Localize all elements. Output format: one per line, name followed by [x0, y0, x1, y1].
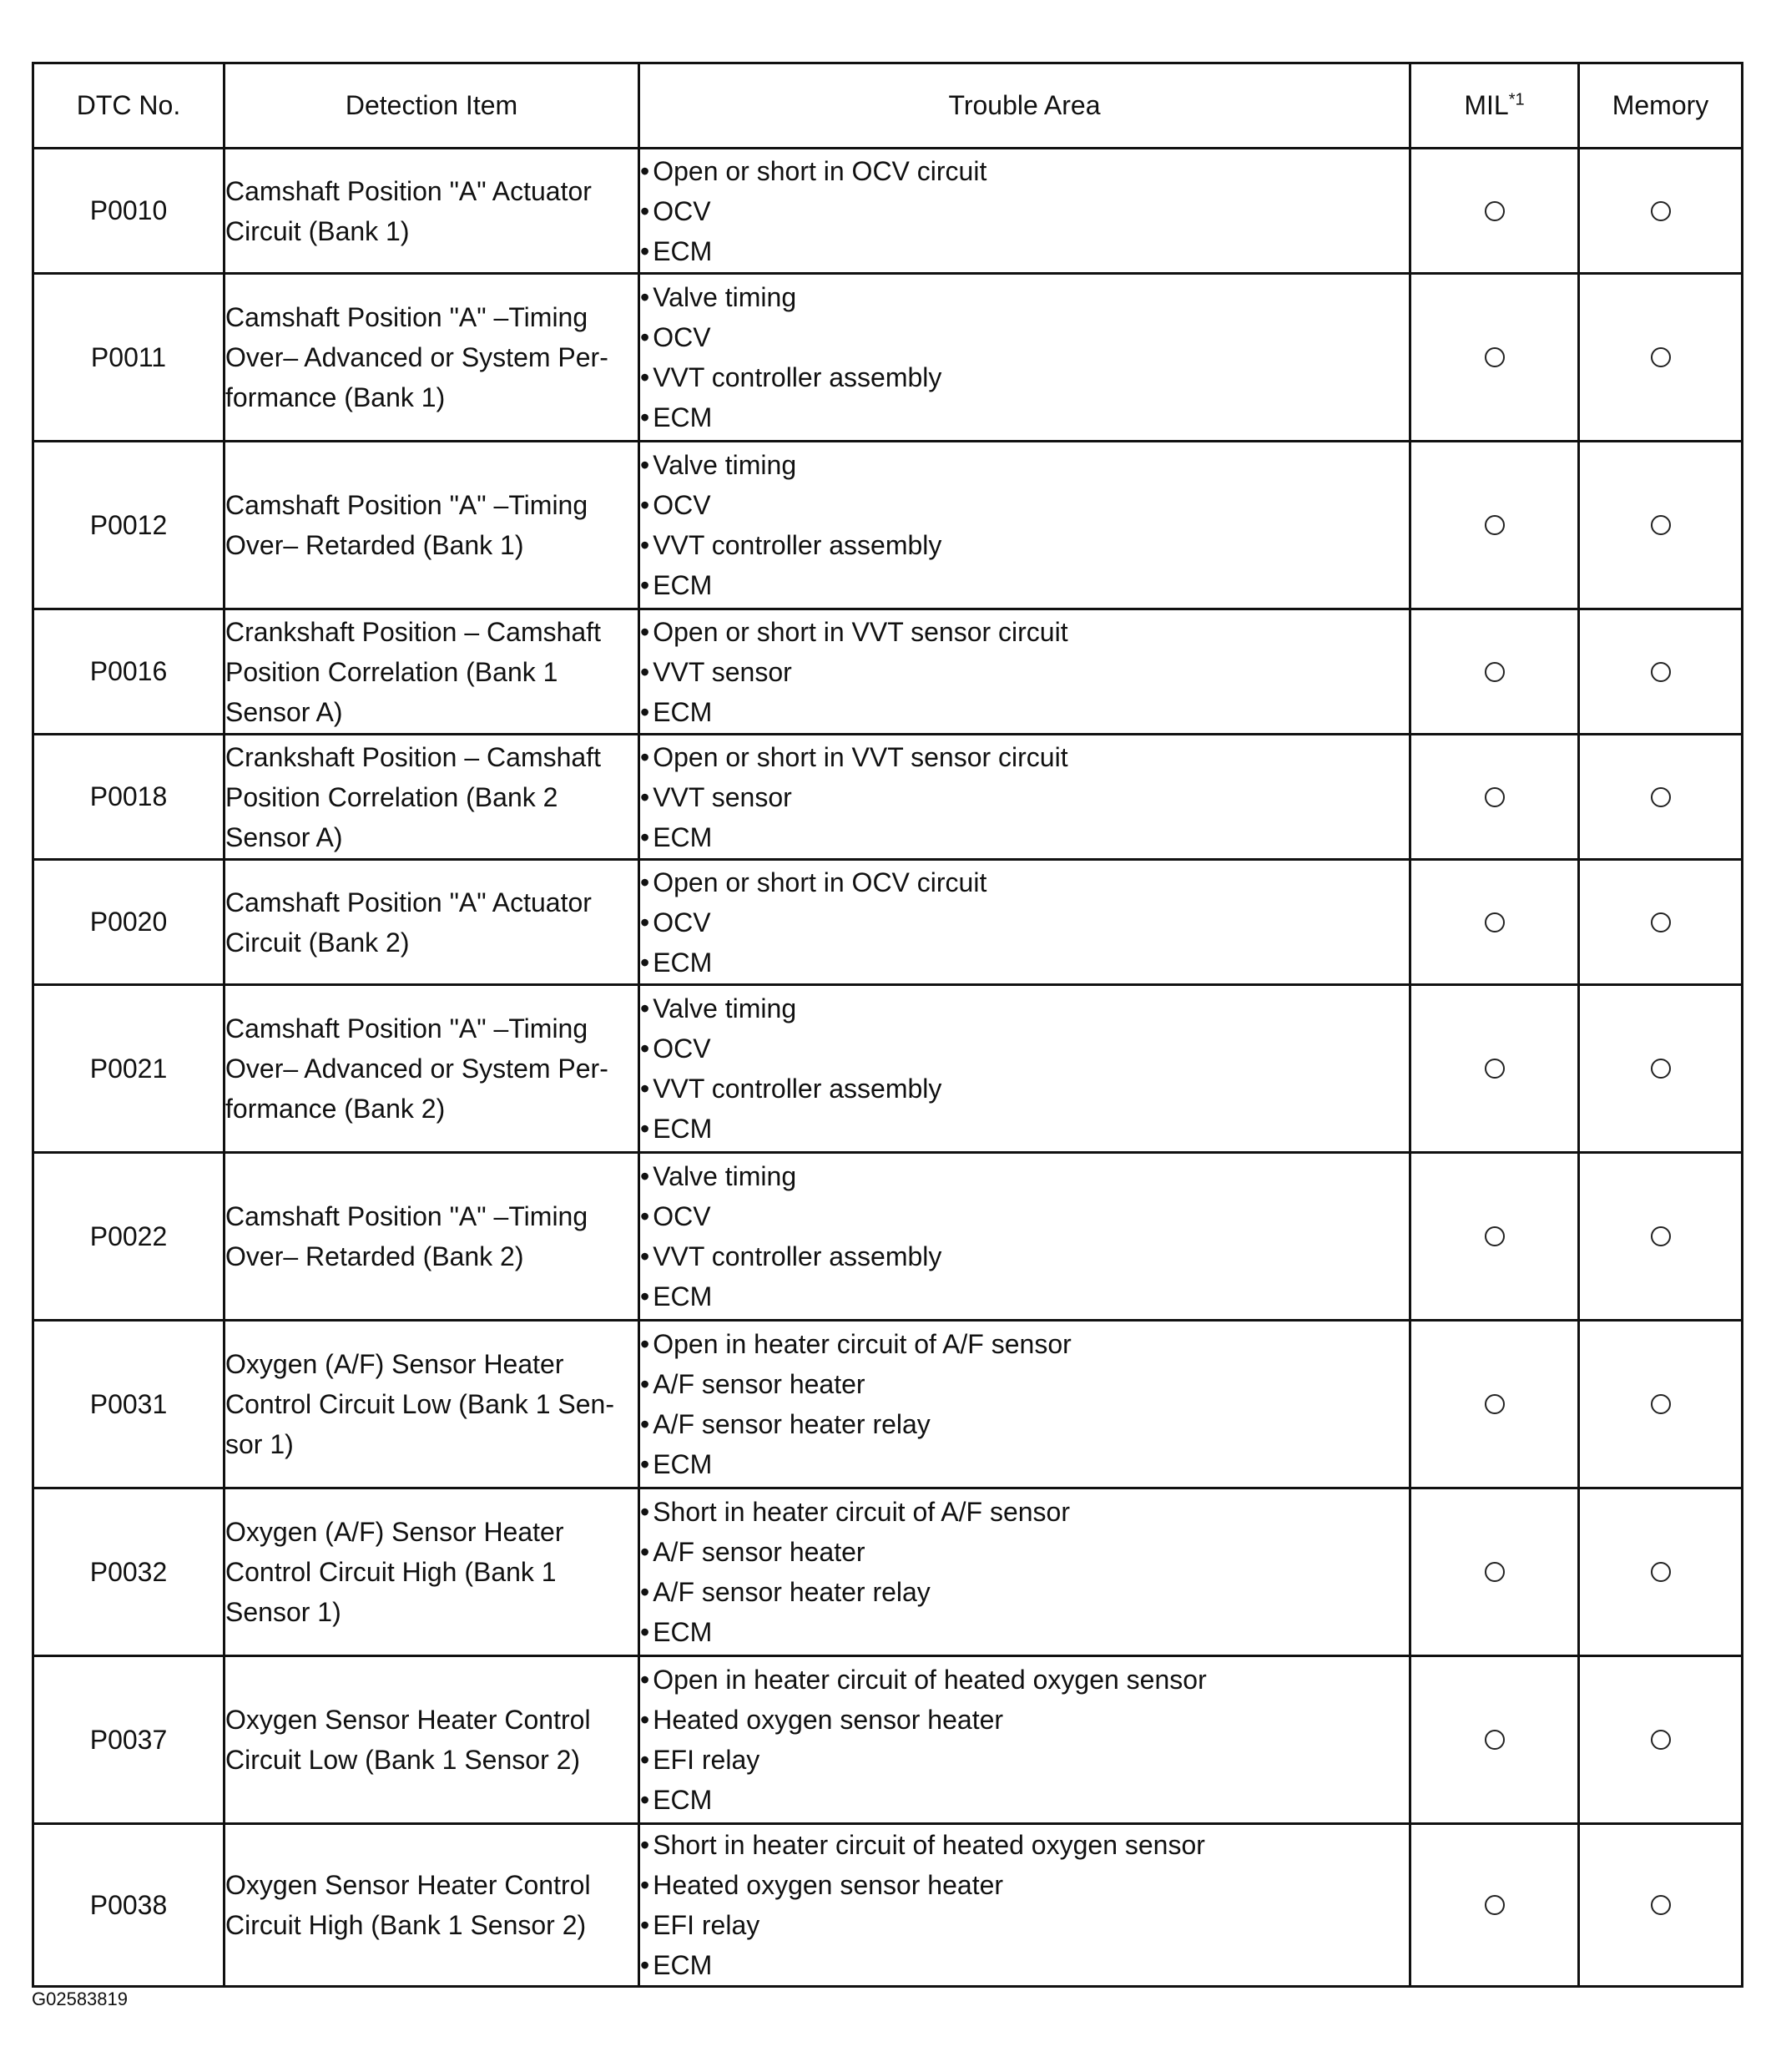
mil-circle-icon	[1485, 1059, 1505, 1079]
trouble-area-item: • ECM	[640, 692, 1409, 732]
trouble-area-item: • VVT controller assembly	[640, 1069, 1409, 1109]
memory-cell	[1579, 1321, 1743, 1488]
table-row	[33, 274, 1743, 442]
trouble-area-item: • VVT sensor	[640, 652, 1409, 692]
trouble-area-item: • Heated oxygen sensor heater	[640, 1700, 1409, 1740]
memory-circle-icon	[1651, 787, 1671, 807]
mil-circle-icon	[1485, 787, 1505, 807]
mil-circle-icon	[1485, 1562, 1505, 1582]
memory-circle-icon	[1651, 1226, 1671, 1246]
trouble-area	[639, 735, 1410, 860]
trouble-area-item: • ECM	[640, 1780, 1409, 1820]
trouble-area-item: • VVT controller assembly	[640, 525, 1409, 565]
memory-cell	[1579, 1153, 1743, 1321]
trouble-area-item: • OCV	[640, 1028, 1409, 1069]
trouble-area-item: • ECM	[640, 565, 1409, 605]
trouble-area-item: • Valve timing	[640, 445, 1409, 485]
table-row	[33, 735, 1743, 860]
trouble-area-item: • OCV	[640, 902, 1409, 943]
memory-cell	[1579, 1824, 1743, 1987]
header-detection-item: Detection Item	[225, 63, 639, 149]
memory-circle-icon	[1651, 1394, 1671, 1414]
memory-cell	[1579, 735, 1743, 860]
header-memory: Memory	[1579, 63, 1743, 149]
trouble-area	[639, 1824, 1410, 1987]
memory-circle-icon	[1651, 201, 1671, 221]
mil-circle-icon	[1485, 515, 1505, 535]
mil-circle-icon	[1485, 1730, 1505, 1750]
trouble-area	[639, 1656, 1410, 1824]
table-body	[33, 149, 1743, 1987]
detection-item: Camshaft Position "A" –Timing Over– Advanced or System Per-formance (Bank 1)	[225, 274, 639, 442]
memory-cell	[1579, 274, 1743, 442]
trouble-area-item: • Open in heater circuit of heated oxygen sensor	[640, 1660, 1409, 1700]
trouble-area	[639, 985, 1410, 1153]
memory-circle-icon	[1651, 912, 1671, 932]
detection-item: Camshaft Position "A" –Timing Over– Advanced or System Per-formance (Bank 2)	[225, 985, 639, 1153]
dtc-code: P0016	[33, 609, 225, 735]
table-row	[33, 1824, 1743, 1987]
trouble-area-item: • VVT sensor	[640, 777, 1409, 817]
table-row	[33, 1153, 1743, 1321]
dtc-code: P0021	[33, 985, 225, 1153]
table-row	[33, 1656, 1743, 1824]
trouble-area-item: • A/F sensor heater	[640, 1532, 1409, 1572]
table-row	[33, 149, 1743, 274]
trouble-area-item: • VVT controller assembly	[640, 1236, 1409, 1276]
memory-cell	[1579, 860, 1743, 985]
mil-cell	[1410, 735, 1579, 860]
trouble-area-item: • OCV	[640, 1196, 1409, 1236]
dtc-code: P0010	[33, 149, 225, 274]
memory-cell	[1579, 1656, 1743, 1824]
trouble-area-item: • A/F sensor heater	[640, 1364, 1409, 1404]
table-row	[33, 609, 1743, 735]
dtc-code: P0020	[33, 860, 225, 985]
dtc-code: P0022	[33, 1153, 225, 1321]
trouble-area-item: • Valve timing	[640, 988, 1409, 1028]
memory-circle-icon	[1651, 1895, 1671, 1915]
trouble-area-item: • EFI relay	[640, 1905, 1409, 1945]
trouble-area	[639, 1488, 1410, 1656]
memory-circle-icon	[1651, 662, 1671, 682]
trouble-area-item: • ECM	[640, 397, 1409, 437]
trouble-area-item: • ECM	[640, 1444, 1409, 1484]
memory-cell	[1579, 609, 1743, 735]
trouble-area-item: • ECM	[640, 1276, 1409, 1316]
mil-cell	[1410, 609, 1579, 735]
trouble-area-item: • Valve timing	[640, 277, 1409, 317]
mil-circle-icon	[1485, 912, 1505, 932]
header-trouble-area: Trouble Area	[639, 63, 1410, 149]
trouble-area-item: • ECM	[640, 1109, 1409, 1149]
memory-cell	[1579, 442, 1743, 609]
table-row	[33, 1488, 1743, 1656]
detection-item: Camshaft Position "A" –Timing Over– Retarded (Bank 1)	[225, 442, 639, 609]
mil-cell	[1410, 149, 1579, 274]
memory-circle-icon	[1651, 1562, 1671, 1582]
dtc-code: P0011	[33, 274, 225, 442]
detection-item: Camshaft Position "A" Actuator Circuit (Bank 1)	[225, 149, 639, 274]
table-row	[33, 1321, 1743, 1488]
header-mil-footnote: *1	[1508, 90, 1525, 109]
trouble-area-item: • Open or short in OCV circuit	[640, 862, 1409, 902]
trouble-area-item: • ECM	[640, 943, 1409, 983]
header-mil-label: MIL	[1464, 90, 1509, 120]
detection-item: Crankshaft Position – Camshaft Position Correlation (Bank 2 Sensor A)	[225, 735, 639, 860]
memory-cell	[1579, 985, 1743, 1153]
mil-cell	[1410, 860, 1579, 985]
header-mil	[1410, 63, 1579, 149]
memory-circle-icon	[1651, 515, 1671, 535]
dtc-code: P0031	[33, 1321, 225, 1488]
mil-circle-icon	[1485, 662, 1505, 682]
trouble-area-item: • ECM	[640, 231, 1409, 271]
table-row	[33, 860, 1743, 985]
figure-id: G02583819	[32, 1989, 128, 2009]
table-row	[33, 985, 1743, 1153]
trouble-area	[639, 442, 1410, 609]
trouble-area	[639, 1153, 1410, 1321]
trouble-area-item: • OCV	[640, 485, 1409, 525]
detection-item: Oxygen (A/F) Sensor Heater Control Circuit High (Bank 1 Sensor 1)	[225, 1488, 639, 1656]
mil-cell	[1410, 1824, 1579, 1987]
table-header-row	[33, 63, 1743, 149]
trouble-area	[639, 860, 1410, 985]
trouble-area-item: • OCV	[640, 191, 1409, 231]
dtc-table	[32, 62, 1743, 1988]
trouble-area-item: • EFI relay	[640, 1740, 1409, 1780]
detection-item: Camshaft Position "A" –Timing Over– Retarded (Bank 2)	[225, 1153, 639, 1321]
memory-circle-icon	[1651, 347, 1671, 367]
detection-item: Camshaft Position "A" Actuator Circuit (Bank 2)	[225, 860, 639, 985]
trouble-area-item: • ECM	[640, 817, 1409, 857]
mil-circle-icon	[1485, 347, 1505, 367]
trouble-area-item: • Heated oxygen sensor heater	[640, 1865, 1409, 1905]
mil-cell	[1410, 1321, 1579, 1488]
mil-circle-icon	[1485, 1895, 1505, 1915]
trouble-area-item: • Short in heater circuit of heated oxygen sensor	[640, 1825, 1409, 1865]
trouble-area-item: • ECM	[640, 1945, 1409, 1985]
memory-circle-icon	[1651, 1059, 1671, 1079]
mil-circle-icon	[1485, 201, 1505, 221]
detection-item: Oxygen (A/F) Sensor Heater Control Circuit Low (Bank 1 Sen-sor 1)	[225, 1321, 639, 1488]
mil-circle-icon	[1485, 1226, 1505, 1246]
trouble-area	[639, 1321, 1410, 1488]
trouble-area-item: • Open or short in OCV circuit	[640, 151, 1409, 191]
dtc-code: P0037	[33, 1656, 225, 1824]
mil-cell	[1410, 442, 1579, 609]
detection-item: Crankshaft Position – Camshaft Position Correlation (Bank 1 Sensor A)	[225, 609, 639, 735]
mil-circle-icon	[1485, 1394, 1505, 1414]
detection-item: Oxygen Sensor Heater Control Circuit Low (Bank 1 Sensor 2)	[225, 1656, 639, 1824]
mil-cell	[1410, 985, 1579, 1153]
mil-cell	[1410, 1488, 1579, 1656]
trouble-area-item: • ECM	[640, 1612, 1409, 1652]
trouble-area-item: • A/F sensor heater relay	[640, 1404, 1409, 1444]
trouble-area-item: • Valve timing	[640, 1156, 1409, 1196]
trouble-area-item: • Short in heater circuit of A/F sensor	[640, 1492, 1409, 1532]
dtc-code: P0018	[33, 735, 225, 860]
dtc-code: P0012	[33, 442, 225, 609]
trouble-area-item: • Open in heater circuit of A/F sensor	[640, 1324, 1409, 1364]
trouble-area	[639, 274, 1410, 442]
table-row	[33, 442, 1743, 609]
header-dtc-no: DTC No.	[33, 63, 225, 149]
detection-item: Oxygen Sensor Heater Control Circuit High (Bank 1 Sensor 2)	[225, 1824, 639, 1987]
trouble-area	[639, 149, 1410, 274]
dtc-code: P0038	[33, 1824, 225, 1987]
memory-cell	[1579, 149, 1743, 274]
trouble-area-item: • OCV	[640, 317, 1409, 357]
trouble-area-item: • A/F sensor heater relay	[640, 1572, 1409, 1612]
trouble-area	[639, 609, 1410, 735]
trouble-area-item: • Open or short in VVT sensor circuit	[640, 612, 1409, 652]
memory-circle-icon	[1651, 1730, 1671, 1750]
trouble-area-item: • Open or short in VVT sensor circuit	[640, 737, 1409, 777]
memory-cell	[1579, 1488, 1743, 1656]
mil-cell	[1410, 1656, 1579, 1824]
mil-cell	[1410, 274, 1579, 442]
dtc-code: P0032	[33, 1488, 225, 1656]
mil-cell	[1410, 1153, 1579, 1321]
trouble-area-item: • VVT controller assembly	[640, 357, 1409, 397]
